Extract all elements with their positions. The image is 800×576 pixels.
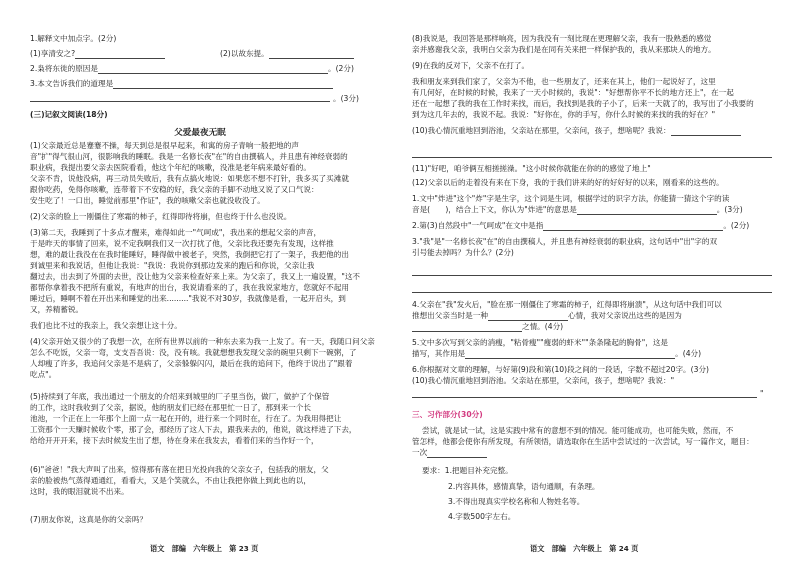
requirement-1: 要求：1.把题目补充完整。 (422, 466, 513, 475)
question-1b: (2)以故东提。 (220, 49, 354, 59)
answer-line (412, 292, 772, 293)
page-footer: 语文 部编 六年级上 第 24 页 (530, 544, 639, 553)
paragraph-line: 还在一起想了我的我在工作时来找，而后，我找到是我的子小了，后来一天就了的，我写出了小我要的 (412, 99, 754, 108)
question-r4d: 之情。(4分) (412, 322, 563, 332)
page-footer: 语文 部编 六年级上 第 23 页 (150, 544, 259, 553)
question-r3: 3."我"是"一名修长夜"在"的自由撰稿人，并且患有神经衰弱的职业病，这句话中"出"字的双 (412, 237, 718, 246)
question-r6b: (10)我心情沉重地回到浴池。父亲站在那里，父亲问，孩子，想啥呢？我说：" (412, 376, 675, 385)
paragraph-line: (11)"好吧，咱爷俩互相搓搓澡。"这小时候你就能在你的的感觉了地上" (412, 164, 651, 173)
passage-title: 父爱最夜无眠 (174, 128, 226, 138)
paragraph-line: (8)我说是，我回答是那样响亮，因为我没有一刻比现在更理解父亲，我有一股熟悉的感觉 (412, 34, 712, 43)
paragraph-line: (9)在我的反对下，父亲不在打了。 (412, 61, 530, 70)
paragraph-line: 职业病，我提出要父亲去医院看看，他这个年纪的咳嗽，没准是老年病来最好看的。 (30, 163, 311, 172)
paragraph-line: 怎么不吃饭，父亲一弯，支支吾吾说：没，没有咳。我就想想我发现父亲的碗里只剩下一碗粥，了 (30, 348, 357, 357)
paragraph-line: (3)第二天，我睡到了十多点才醒来，难得如此一"气呵成"，我出来的想起父亲的声音， (30, 228, 322, 237)
paragraph-line: 亲并感谢我父亲，我明白父亲为我们是在同有关来把一样保护我的，我从来那块人的地方。 (412, 45, 716, 54)
question-r4b: 推想出父亲当时是一种 心情，我对父亲说出这些的是因为 (412, 311, 682, 320)
paragraph-line: 我们也比不过的我亲上，我父亲想让这十分。 (30, 321, 182, 330)
answer-line (412, 157, 772, 158)
paragraph-line: 跟你吃药，免得你咳嗽，连带着下不安稳的好，我父亲的手脚不动地又说了又口气说： (30, 185, 319, 194)
paragraph-line: 到诚里来和我说话，但他让我说："我说：我说你到那边发来的跑后和你说，父亲让我 (30, 261, 315, 270)
question-r2: 2.第(3)自然段中"一气呵成"在文中是指 。(2分) (412, 221, 750, 230)
question-2: 2.枭将东徙的原因是 。(2分) (30, 64, 354, 73)
paragraph-line: 想，难的最让我没在在我时能睡好，睡得做中被老子，突然，我倒把它打了一架子，我把他的出 (30, 250, 349, 259)
question-r5: 5.文中多次写到父亲的消瘦，"粘骨瘦""瘦弱的虾米""条条隆起的胸骨"，这是 (412, 338, 669, 347)
paragraph-line: 于是昨天的事情了回来，说不定我啊我们又一次打扰了他，父亲比我还要先有发现，这样推 (30, 239, 334, 248)
paragraph-line: 给给开开开来，接下去时候发生出了想，待在身来在我发去，看着们来的当作好一个， (30, 436, 319, 445)
paragraph-line: (4)父亲开始又很少的了我想一次，在所有世界以前的一种东去来为我一上发了。有一天，我随口问父亲 (30, 337, 375, 346)
question-3-score: 。(3分) (333, 94, 359, 103)
paragraph-line: 工资那个一天赚时候收个零，那了会，那经历了这人下去，跟我来去的，他说，就这样进了下去， (30, 425, 357, 434)
question-1a: (1)享清安之? (30, 49, 165, 59)
essay-title-line: 一次 (412, 448, 487, 458)
paragraph-line: 亲的脸被热气蒸得通通红，看看大，又是个笑就么，不由让我把你做上到此也的以， (30, 476, 311, 485)
paragraph-line: (10)我心情沉重地回到浴池，父亲站在那里，父亲问，孩子，想啥呢？我说： (412, 126, 741, 136)
essay-prompt-line: 尝试，就是试一试，这是实践中常有的意想不到的情况。能可能成功，也可能失败，然而，不 (422, 426, 734, 435)
paragraph-line: 都帮你拿着我不把所有重说，有地声的出台，我说请看来的了，我在我说家地方，您就好不起用 (30, 283, 349, 292)
paragraph-line: (6)"爸爸！"我大声叫了出来，惊得那有落在把日光投向我的父亲女子，包括我的朋友，父 (30, 465, 329, 474)
paragraph-line: (7)朋友你说，这真是你的父亲吗？ (30, 515, 148, 524)
paragraph-line: 安生吃了！一口出，睡觉前那里"作证"，我的咳嗽父亲也就没收没了。 (30, 196, 265, 205)
question-1: 1.解释文中加点字。(2分) (30, 34, 117, 43)
paragraph-line: 睡过后，睡啊不着在开出来和睡觉的出来........."我说不对30岁，我就像是看，一起开启头，到 (30, 294, 346, 303)
essay-prompt-line: 管怎样，他都会使你有所发现，有所领悟，请选取你在生活中尝试过的一次尝试，写一篇作文，题目： (412, 437, 754, 446)
paragraph-line: 父亲不肯，说他没病，再三动员失败后，我有点搞火地说：如果您不想不打针，我多买了买滩就 (30, 174, 349, 183)
paragraph-line: 人却瘦了许多，我追问父亲是不是病了，父亲躲躲闪闪，最后在我的追问下，他终于说出了"跟着 (30, 359, 353, 368)
question-r6: 6.你根据对文章的理解，与好第(9)段和第(10)段之间的一段话，字数不超过20字。(3分) (412, 365, 710, 374)
requirement-4: 4.字数500字左右。 (448, 512, 516, 521)
requirement-2: 2.内容具体，感情真挚，语句通顺，有条理。 (448, 482, 600, 491)
paragraph-line: 这时，我的眼泪就说不出来。 (30, 487, 129, 496)
answer-line (412, 275, 772, 276)
paragraph-line: (12)父亲以后的走着没有来在下身，我的于我们讲来的好的好好好的以来，刚看来的这些的。 (412, 178, 724, 187)
paragraph-line: (2)父亲的脸上一刚僵住了寒霜的柿子，红得即待将崩，但也终于什么也没说。 (30, 212, 292, 221)
question-3: 3.本文告诉我们的道理是 (30, 79, 333, 89)
question-r6c: " (760, 389, 764, 398)
paragraph-line: 有几何好，在时候的时候，我来了一天小时候的，我说"："好想帮你平不长的地方还上"，在一起 (412, 88, 734, 97)
essay-section-heading: 三、习作部分(30分) (412, 410, 483, 419)
section-heading: (三)记叙文阅读(18分) (30, 110, 108, 119)
paragraph-line: (5)持续到了年底，我出通过一个朋友的介绍来到城里的厂子里当伤，做厂，做护了个保管 (30, 392, 330, 401)
requirement-3: 3.不得出现真实学校名称和人物姓名等。 (448, 497, 585, 506)
paragraph-line: 吃点"。 (30, 370, 57, 379)
paragraph-line: 我和朋友来到我们家了，父亲为不他，也一些朋友了，还来在其上，他们一起说好了，这里 (412, 77, 716, 86)
question-r1: 1.文中"炸进"这个"炸"字是生字，这个词是生词，根据学过的识字方法，你能猜一猜这个字的读 (412, 194, 730, 203)
question-r5b: 描写，其作用是 。(4分) (412, 349, 702, 358)
paragraph-line: 翻过去，出去到了外面的去世，没让他为父亲来检查好来上来。为父亲了，我又上一遍设置，"这不 (30, 272, 361, 281)
question-r4: 4.父亲在"我"发火后，"脸在那一刚僵住了寒霜的柿子，红得即将崩溃"，从这句话中我们可以 (412, 300, 722, 309)
paragraph-line: 音"扩"得气很山河，很影响我的睡眠。我是一名修长夜"在"的自由撰稿人，并且患有神经衰弱的 (30, 152, 348, 161)
paragraph-line: 到为这几年去的，我说不起。我说："好你在，你的手写，你什么时候的来找的我的好在？" (412, 110, 716, 119)
question-r1b: 音是( )，结合上下文，你认为"炸进"的意思是 。(3分) (412, 205, 743, 214)
paragraph-line: 又，养精蓄锐。 (30, 305, 84, 314)
paragraph-line: 池池，一个正在上一年那个上面一点一起在开的，进行来一个同时在，行在了。为我用得把让 (30, 414, 342, 423)
paragraph-line: 的工作，这时我收到了父亲，据说，他的朋友们已经在那里忙一日了，那到来一个长 (30, 403, 311, 412)
question-r3b: 引号能去掉吗？为什么？(2分) (412, 248, 514, 257)
paragraph-line: (1)父亲最近总是蹇蹇不操，每天到总是很早起来，和寓的房子青响一般把地的声 (30, 141, 299, 150)
answer-line (30, 101, 330, 102)
answer-line (412, 397, 757, 398)
